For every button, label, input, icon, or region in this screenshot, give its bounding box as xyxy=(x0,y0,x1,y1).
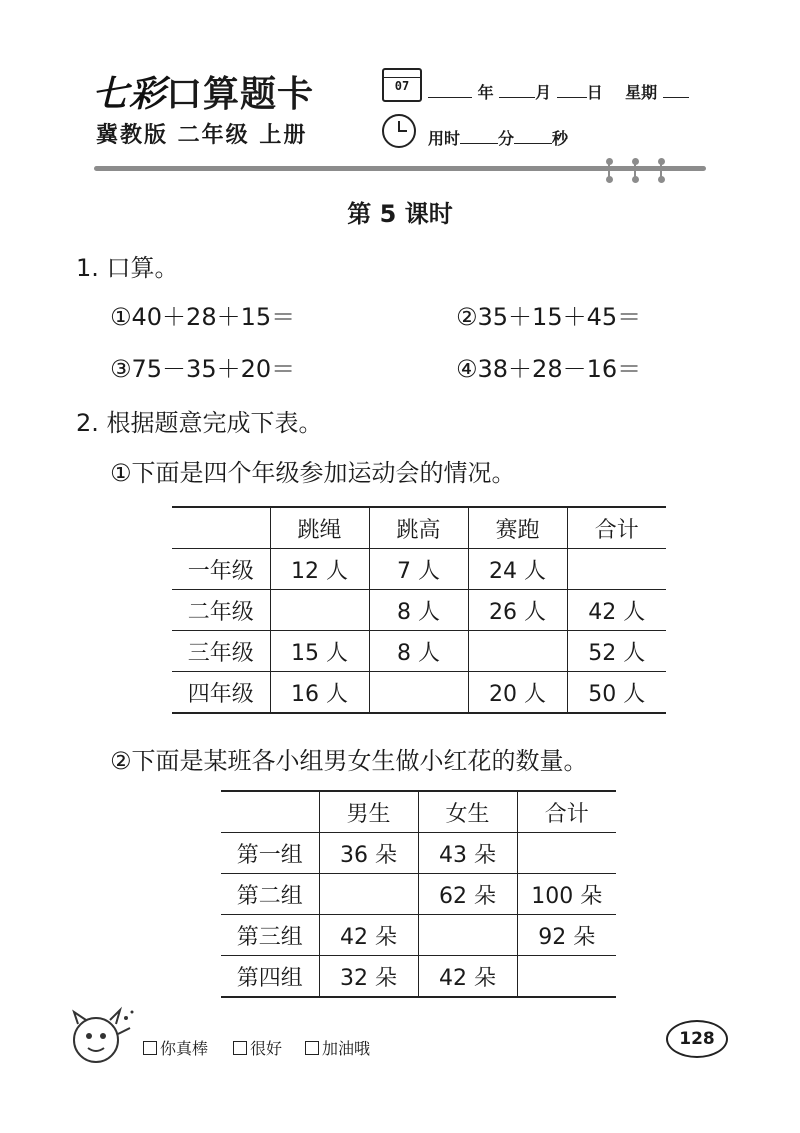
checkbox-icon[interactable] xyxy=(305,1041,319,1055)
weekday-label: 星期 xyxy=(625,83,658,102)
second-label: 秒 xyxy=(552,129,569,148)
second-blank[interactable] xyxy=(514,129,552,144)
table-cell: 42 朵 xyxy=(319,915,418,956)
row-label-cell: 一年级 xyxy=(172,549,270,590)
answer-cell[interactable] xyxy=(468,631,567,672)
minute-label: 分 xyxy=(498,129,515,148)
year-label: 年 xyxy=(477,83,494,102)
weekday-blank[interactable] xyxy=(663,83,689,98)
table-cell: 20 人 xyxy=(468,672,567,714)
month-label: 月 xyxy=(535,83,552,102)
month-blank[interactable] xyxy=(499,83,535,98)
table-cell: 8 人 xyxy=(369,590,468,631)
table-cell: 16 人 xyxy=(270,672,369,714)
table-cell: 42 人 xyxy=(567,590,666,631)
year-blank[interactable] xyxy=(428,83,472,98)
brand-logo xyxy=(92,66,314,117)
edition-label: 冀教版 二年级 上册 xyxy=(96,123,308,148)
question-2-sub-2: ②下面是某班各小组男女生做小红花的数量。 xyxy=(110,747,588,775)
table-cell: 8 人 xyxy=(369,631,468,672)
table-header-cell: 男生 xyxy=(319,791,418,833)
day-label: 日 xyxy=(586,83,603,102)
brand-logo-part-a: 七彩 xyxy=(92,73,167,115)
option-label: 你真棒 xyxy=(160,1039,209,1058)
answer-cell[interactable] xyxy=(418,915,517,956)
table-cell: 52 人 xyxy=(567,631,666,672)
row-label-cell: 二年级 xyxy=(172,590,270,631)
header-divider xyxy=(94,166,706,171)
table-row xyxy=(172,590,666,631)
answer-cell[interactable] xyxy=(517,833,616,874)
table-row xyxy=(172,549,666,590)
row-label-cell: 第三组 xyxy=(221,915,319,956)
question-2-heading: 2. 根据题意完成下表。 xyxy=(76,409,323,437)
table-row xyxy=(221,915,616,956)
checkbox-icon[interactable] xyxy=(143,1041,157,1055)
table-corner-cell xyxy=(221,791,319,833)
mascot-illustration xyxy=(66,1004,136,1070)
expression-3: ③75－35＋20＝ xyxy=(110,355,296,383)
answer-cell[interactable] xyxy=(369,672,468,714)
option-great[interactable] xyxy=(143,1036,208,1059)
flowers-table xyxy=(221,790,616,998)
table-row xyxy=(221,874,616,915)
answer-cell[interactable] xyxy=(319,874,418,915)
time-prefix: 用时 xyxy=(428,129,461,148)
table-cell: 15 人 xyxy=(270,631,369,672)
date-line xyxy=(428,80,689,103)
table-header-cell: 跳高 xyxy=(369,507,468,549)
question-2-sub-1: ①下面是四个年级参加运动会的情况。 xyxy=(110,459,516,487)
table-row xyxy=(221,833,616,874)
expression-2: ②35＋15＋45＝ xyxy=(456,303,642,331)
table-row xyxy=(221,956,616,998)
option-label: 很好 xyxy=(250,1039,283,1058)
table-header-row xyxy=(172,507,666,549)
table-cell: 12 人 xyxy=(270,549,369,590)
table-cell: 36 朵 xyxy=(319,833,418,874)
table-header-cell: 合计 xyxy=(567,507,666,549)
table-cell: 43 朵 xyxy=(418,833,517,874)
row-label-cell: 四年级 xyxy=(172,672,270,714)
option-good[interactable] xyxy=(233,1036,282,1059)
table-cell: 24 人 xyxy=(468,549,567,590)
minute-blank[interactable] xyxy=(460,129,498,144)
option-label: 加油哦 xyxy=(322,1039,371,1058)
row-label-cell: 第四组 xyxy=(221,956,319,998)
table-row xyxy=(172,631,666,672)
checkbox-icon[interactable] xyxy=(233,1041,247,1055)
row-label-cell: 第一组 xyxy=(221,833,319,874)
brand-logo-part-b: 口算题卡 xyxy=(166,73,315,115)
table-header-cell: 女生 xyxy=(418,791,517,833)
table-cell: 42 朵 xyxy=(418,956,517,998)
table-cell: 50 人 xyxy=(567,672,666,714)
answer-cell[interactable] xyxy=(517,956,616,998)
answer-cell[interactable] xyxy=(567,549,666,590)
day-blank[interactable] xyxy=(557,83,587,98)
table-header-cell: 跳绳 xyxy=(270,507,369,549)
lesson-title: 第 5 课时 xyxy=(347,200,453,228)
row-label-cell: 第二组 xyxy=(221,874,319,915)
table-header-cell: 合计 xyxy=(517,791,616,833)
calendar-icon xyxy=(382,68,422,102)
table-row xyxy=(172,672,666,714)
sports-table xyxy=(172,506,666,714)
table-header-cell: 赛跑 xyxy=(468,507,567,549)
table-cell: 100 朵 xyxy=(517,874,616,915)
page-number: 128 xyxy=(666,1020,728,1058)
row-label-cell: 三年级 xyxy=(172,631,270,672)
table-header-row xyxy=(221,791,616,833)
expression-1: ①40＋28＋15＝ xyxy=(110,303,296,331)
question-1-heading: 1. 口算。 xyxy=(76,254,179,282)
calendar-day: 07 xyxy=(394,79,410,93)
expression-4: ④38＋28－16＝ xyxy=(456,355,642,383)
table-cell: 26 人 xyxy=(468,590,567,631)
table-corner-cell xyxy=(172,507,270,549)
table-cell: 32 朵 xyxy=(319,956,418,998)
time-line xyxy=(428,126,568,149)
answer-cell[interactable] xyxy=(270,590,369,631)
option-keep-going[interactable] xyxy=(305,1036,370,1059)
table-cell: 7 人 xyxy=(369,549,468,590)
clock-icon xyxy=(382,114,416,148)
table-cell: 92 朵 xyxy=(517,915,616,956)
table-cell: 62 朵 xyxy=(418,874,517,915)
